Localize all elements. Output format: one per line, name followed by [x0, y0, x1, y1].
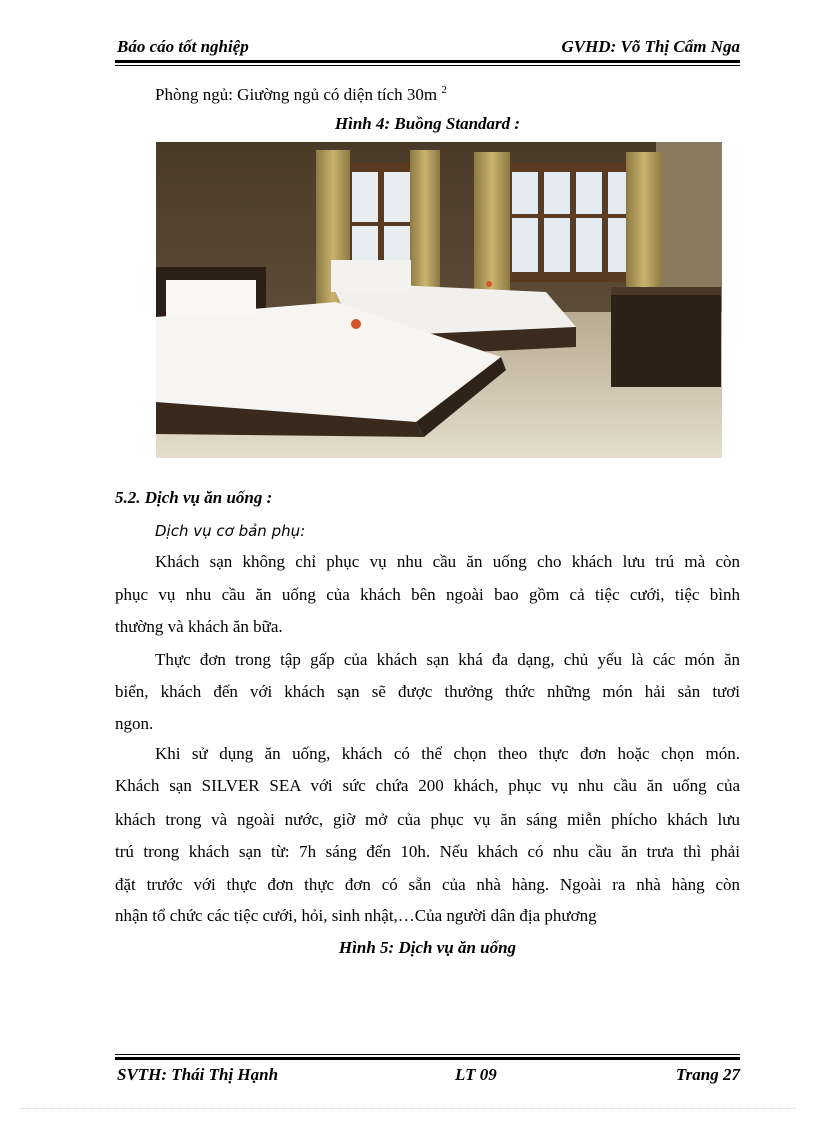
- footer-class: LT 09: [455, 1065, 497, 1084]
- paragraph-line: đặt trước với thực đơn thực đơn có sẵn của nhà hàng. Ngoài ra nhà hàng còn: [115, 875, 740, 894]
- figure-5-caption: Hình 5: Dịch vụ ăn uống: [338, 938, 517, 957]
- paragraph-line: biển, khách đến với khách sạn sẽ được thưởng thức những món hải sản tươi: [115, 682, 740, 701]
- page-bottom-edge: [20, 1108, 796, 1109]
- paragraph-line: Khi sử dụng ăn uống, khách có thể chọn theo thực đơn hoặc chọn món.: [155, 744, 740, 763]
- footer-page-number: Trang 27: [675, 1065, 740, 1084]
- header-advisor: GVHD: Võ Thị Cẩm Nga: [561, 37, 740, 56]
- header-report-title: Báo cáo tốt nghiệp: [117, 37, 249, 56]
- section-heading: 5.2. Dịch vụ ăn uống :: [115, 488, 273, 507]
- room-area-text: Phòng ngủ: Giường ngủ có diện tích 30m: [155, 85, 438, 104]
- footer-student: SVTH: Thái Thị Hạnh: [117, 1065, 279, 1084]
- paragraph-line: Khách sạn không chỉ phục vụ nhu cầu ăn uống cho khách lưu trú mà còn: [155, 552, 740, 571]
- paragraph-line: Khách sạn SILVER SEA với sức chứa 200 khách, phục vụ nhu cầu ăn uống của: [115, 776, 740, 795]
- footer-rule: [115, 1057, 740, 1060]
- paragraph-line: Thực đơn trong tập gấp của khách sạn khá đa dạng, chủ yếu là các món ăn: [155, 650, 740, 669]
- paragraph-line: ngon.: [115, 714, 154, 733]
- footer-rule-thin: [115, 1054, 740, 1055]
- room-area-line: [115, 80, 740, 105]
- paragraph-line: trú trong khách sạn từ: 7h sáng đến 10h. Nếu khách có nhu cầu ăn trưa thì phải: [115, 842, 740, 861]
- paragraph-line: khách trong và ngoài nước, giờ mở của phục vụ ăn sáng miễn phícho khách lưu: [115, 810, 740, 829]
- standard-room-photo: [156, 142, 722, 458]
- page-footer: [115, 1065, 740, 1087]
- paragraph-line: nhận tổ chức các tiệc cưới, hỏi, sinh nhật,…Của người dân địa phương: [115, 906, 597, 925]
- header-rule: [115, 60, 740, 63]
- figure-4-caption: Hình 4: Buồng Standard :: [334, 114, 521, 133]
- paragraph-line: thường và khách ăn bữa.: [115, 617, 283, 636]
- paragraph-line: phục vụ nhu cầu ăn uống của khách bên ngoài bao gồm cả tiệc cưới, tiệc bình: [115, 585, 740, 604]
- header-rule-thin: [115, 65, 740, 66]
- page-header: [115, 37, 740, 61]
- section-subheading: Dịch vụ cơ bản phụ:: [155, 522, 306, 540]
- room-area-superscript: 2: [441, 84, 447, 96]
